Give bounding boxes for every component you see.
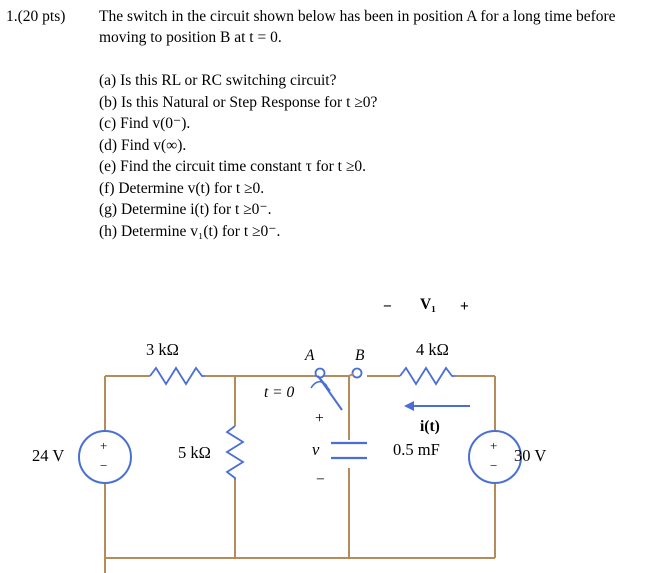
problem-part: (g) Determine i(t) for t ≥0⁻. <box>99 201 272 218</box>
circuit-diagram <box>0 288 654 573</box>
resistor-3k-label: 3 kΩ <box>146 340 179 359</box>
switch-time-label: t = 0 <box>264 384 295 401</box>
source-left-minus-label: − <box>100 458 108 473</box>
circuit-svg <box>0 288 654 573</box>
source-left-plus-label: + <box>100 438 108 453</box>
problem-stem: The switch in the circuit shown below has been in position A for a long time before moving to position B at t = 0. <box>99 8 616 46</box>
switch-terminal-b-label: B <box>355 347 365 364</box>
resistor-3k-symbol <box>150 368 205 384</box>
current-label: i(t) <box>420 418 440 435</box>
source-left-label: 24 V <box>32 446 65 465</box>
capacitor-value-label: 0.5 mF <box>393 440 440 459</box>
resistor-4k-symbol <box>400 368 455 384</box>
current-arrow-symbol <box>404 401 470 411</box>
v1-minus-label: − <box>383 298 392 315</box>
v1-plus-label: + <box>460 298 469 315</box>
switch-terminal-a-label: A <box>305 347 315 364</box>
resistor-4k-label: 4 kΩ <box>416 340 449 359</box>
capacitor-minus-label: − <box>316 471 325 488</box>
problem-part: (f) Determine v(t) for t ≥0. <box>99 179 265 197</box>
switch-symbol <box>311 369 362 411</box>
problem-part: (b) Is this Natural or Step Response for t ≥0? <box>99 93 378 111</box>
problem-part: (e) Find the circuit time constant τ for t ≥0. <box>99 158 366 175</box>
source-right-plus-label: + <box>490 438 498 453</box>
problem-parts-list <box>99 70 639 242</box>
capacitor-symbol <box>331 443 367 458</box>
problem-part: (a) Is this RL or RC switching circuit? <box>99 72 337 89</box>
capacitor-plus-label: + <box>315 410 324 427</box>
problem-number: 1.(20 pts) <box>6 8 66 25</box>
source-right-minus-label: − <box>490 458 498 473</box>
problem-part: (c) Find v(0⁻). <box>99 115 191 132</box>
capacitor-voltage-label: v <box>312 440 320 459</box>
problem-part: (h) Determine v₁(t) for t ≥0⁻. <box>99 222 281 240</box>
resistor-5k-symbol <box>227 426 243 480</box>
problem-part: (d) Find v(∞). <box>99 136 187 154</box>
resistor-5k-label: 5 kΩ <box>178 443 211 462</box>
v1-name-label: V₁ <box>420 296 436 313</box>
source-right-label: 30 V <box>514 446 547 465</box>
